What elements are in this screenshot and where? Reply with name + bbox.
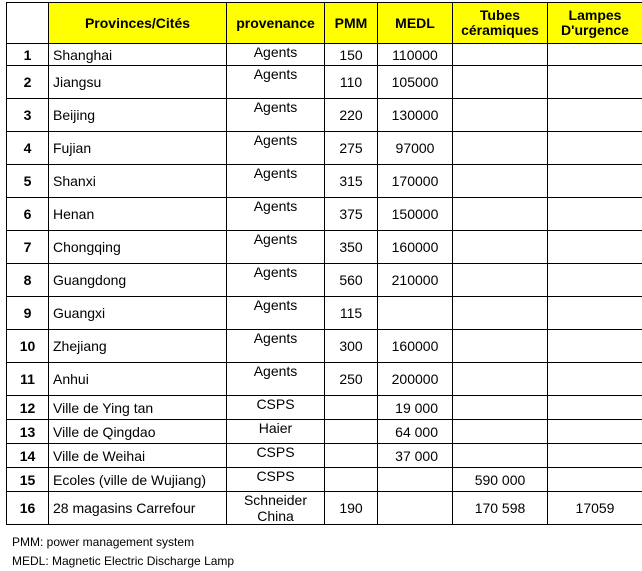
row-number: 10 (7, 330, 49, 363)
pmm-cell: 190 (325, 492, 378, 525)
lampes-cell (548, 231, 642, 264)
row-number: 16 (7, 492, 49, 525)
row-number: 6 (7, 198, 49, 231)
pmm-cell: 150 (325, 44, 378, 66)
pmm-cell: 375 (325, 198, 378, 231)
data-table (6, 2, 642, 525)
header-row (7, 3, 642, 44)
province-cell: Ecoles (ville de Wujiang) (49, 468, 227, 492)
lampes-cell (548, 198, 642, 231)
province-cell: Shanxi (49, 165, 227, 198)
tubes-cell (453, 297, 548, 330)
pmm-cell: 110 (325, 66, 378, 99)
table-row (7, 396, 642, 420)
row-number: 4 (7, 132, 49, 165)
provenance-cell: Agents (227, 66, 325, 99)
province-cell: Anhui (49, 363, 227, 396)
lampes-cell (548, 330, 642, 363)
pmm-cell (325, 420, 378, 444)
lampes-cell (548, 44, 642, 66)
table-row (7, 420, 642, 444)
header-lampes: Lampes D'urgence (548, 3, 642, 44)
table-row (7, 44, 642, 66)
footnote-pmm: PMM: power management system (12, 533, 234, 552)
province-cell: Ville de Ying tan (49, 396, 227, 420)
table-row (7, 363, 642, 396)
tubes-cell: 590 000 (453, 468, 548, 492)
table-row (7, 297, 642, 330)
provenance-cell: CSPS (227, 396, 325, 420)
medl-cell: 130000 (378, 99, 453, 132)
medl-cell: 170000 (378, 165, 453, 198)
lampes-cell (548, 468, 642, 492)
pmm-cell: 300 (325, 330, 378, 363)
provenance-cell: Agents (227, 297, 325, 330)
provenance-cell: Agents (227, 363, 325, 396)
tubes-cell (453, 330, 548, 363)
lampes-cell (548, 99, 642, 132)
medl-cell: 19 000 (378, 396, 453, 420)
provenance-cell: Agents (227, 99, 325, 132)
table-row (7, 330, 642, 363)
row-number: 8 (7, 264, 49, 297)
province-cell: Henan (49, 198, 227, 231)
provenance-cell: Agents (227, 264, 325, 297)
pmm-cell (325, 468, 378, 492)
medl-cell: 210000 (378, 264, 453, 297)
provenance-cell: Agents (227, 132, 325, 165)
pmm-cell: 350 (325, 231, 378, 264)
table-row (7, 492, 642, 525)
medl-cell: 110000 (378, 44, 453, 66)
lampes-cell: 17059 (548, 492, 642, 525)
row-number: 12 (7, 396, 49, 420)
pmm-cell: 220 (325, 99, 378, 132)
province-cell: Guangxi (49, 297, 227, 330)
province-cell: 28 magasins Carrefour (49, 492, 227, 525)
row-number: 1 (7, 44, 49, 66)
tubes-cell (453, 198, 548, 231)
provenance-cell: CSPS (227, 444, 325, 468)
tubes-cell (453, 132, 548, 165)
lampes-cell (548, 165, 642, 198)
tubes-cell (453, 444, 548, 468)
provenance-cell: Schneider China (227, 492, 325, 525)
medl-cell: 37 000 (378, 444, 453, 468)
provenance-cell: Agents (227, 231, 325, 264)
provenance-cell: Agents (227, 44, 325, 66)
medl-cell: 150000 (378, 198, 453, 231)
medl-cell: 105000 (378, 66, 453, 99)
lampes-cell (548, 363, 642, 396)
province-cell: Zhejiang (49, 330, 227, 363)
header-medl: MEDL (378, 3, 453, 44)
province-cell: Fujian (49, 132, 227, 165)
tubes-cell (453, 420, 548, 444)
province-cell: Ville de Weihai (49, 444, 227, 468)
province-cell: Ville de Qingdao (49, 420, 227, 444)
pmm-cell: 315 (325, 165, 378, 198)
lampes-cell (548, 396, 642, 420)
medl-cell: 200000 (378, 363, 453, 396)
pmm-cell (325, 396, 378, 420)
pmm-cell: 560 (325, 264, 378, 297)
tubes-cell (453, 363, 548, 396)
medl-cell (378, 297, 453, 330)
lampes-cell (548, 132, 642, 165)
lampes-cell (548, 444, 642, 468)
medl-cell: 160000 (378, 330, 453, 363)
lampes-cell (548, 264, 642, 297)
pmm-cell (325, 444, 378, 468)
province-cell: Guangdong (49, 264, 227, 297)
row-number: 7 (7, 231, 49, 264)
tubes-cell (453, 231, 548, 264)
pmm-cell: 115 (325, 297, 378, 330)
row-number: 11 (7, 363, 49, 396)
tubes-cell (453, 264, 548, 297)
medl-cell: 64 000 (378, 420, 453, 444)
tubes-cell (453, 99, 548, 132)
row-number: 3 (7, 99, 49, 132)
row-number: 15 (7, 468, 49, 492)
table-row (7, 66, 642, 99)
row-number: 5 (7, 165, 49, 198)
table-row (7, 132, 642, 165)
province-cell: Beijing (49, 99, 227, 132)
table-row (7, 264, 642, 297)
tubes-cell (453, 66, 548, 99)
province-cell: Shanghai (49, 44, 227, 66)
province-cell: Chongqing (49, 231, 227, 264)
provenance-cell: Agents (227, 330, 325, 363)
footnotes (12, 533, 234, 571)
province-cell: Jiangsu (49, 66, 227, 99)
table-row (7, 444, 642, 468)
provenance-cell: Haier (227, 420, 325, 444)
table-row (7, 165, 642, 198)
lampes-cell (548, 420, 642, 444)
header-tubes: Tubes céramiques (453, 3, 548, 44)
provenance-cell: CSPS (227, 468, 325, 492)
medl-cell (378, 468, 453, 492)
lampes-cell (548, 297, 642, 330)
provenance-cell: Agents (227, 198, 325, 231)
provenance-cell: Agents (227, 165, 325, 198)
header-provinces: Provinces/Cités (49, 3, 227, 44)
footnote-medl: MEDL: Magnetic Electric Discharge Lamp (12, 552, 234, 571)
tubes-cell (453, 44, 548, 66)
table-row (7, 99, 642, 132)
medl-cell (378, 492, 453, 525)
row-number: 14 (7, 444, 49, 468)
medl-cell: 160000 (378, 231, 453, 264)
pmm-cell: 275 (325, 132, 378, 165)
lampes-cell (548, 66, 642, 99)
tubes-cell (453, 165, 548, 198)
row-number: 13 (7, 420, 49, 444)
table-row (7, 231, 642, 264)
table-row (7, 468, 642, 492)
header-num (7, 3, 49, 44)
pmm-cell: 250 (325, 363, 378, 396)
table-row (7, 198, 642, 231)
header-provenance: provenance (227, 3, 325, 44)
tubes-cell: 170 598 (453, 492, 548, 525)
header-pmm: PMM (325, 3, 378, 44)
row-number: 9 (7, 297, 49, 330)
tubes-cell (453, 396, 548, 420)
row-number: 2 (7, 66, 49, 99)
medl-cell: 97000 (378, 132, 453, 165)
